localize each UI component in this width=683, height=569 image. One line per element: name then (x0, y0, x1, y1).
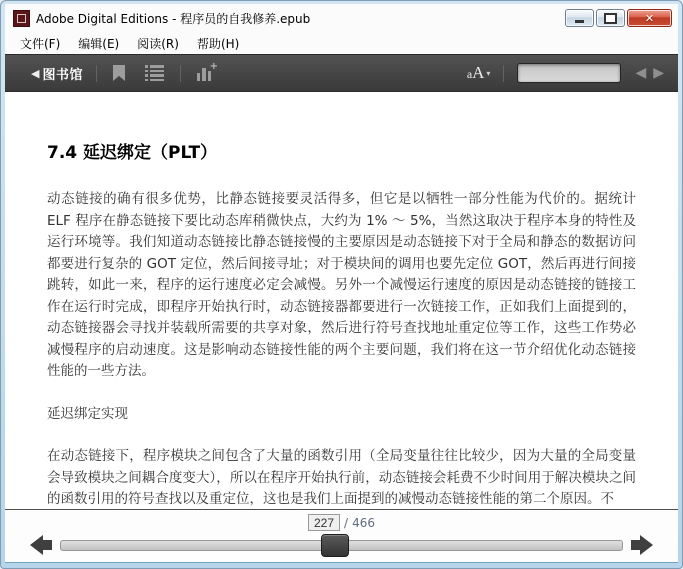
chart-plus-icon: + (197, 65, 217, 81)
reading-toolbar (5, 54, 678, 92)
page-separator: / (344, 515, 349, 530)
back-to-library-button[interactable] (31, 64, 83, 83)
previous-page-button[interactable]: ◀ (635, 65, 647, 81)
toolbar-separator (96, 65, 97, 82)
font-size-button[interactable] (467, 63, 491, 83)
title-bar (5, 4, 678, 32)
menu-edit[interactable]: 编辑(E) (78, 36, 120, 51)
back-arrow-icon: ◀ (31, 66, 40, 80)
close-button[interactable] (627, 9, 672, 27)
library-label: 图书馆 (42, 67, 83, 83)
window-controls (565, 9, 672, 27)
menu-bar (5, 32, 678, 54)
next-page-button[interactable]: ▶ (653, 65, 664, 81)
window-title: Adobe Digital Editions - 程序员的自我修养.epub (36, 11, 311, 26)
toolbar-separator (503, 65, 504, 82)
arrow-left-icon (30, 535, 43, 555)
book-page (5, 92, 678, 509)
maximize-button[interactable] (596, 9, 625, 27)
sub-heading: 延迟绑定实现 (47, 405, 128, 422)
page-indicator (5, 514, 678, 531)
section-heading: 7.4 延迟绑定（PLT） (47, 143, 218, 163)
maximize-icon (604, 13, 617, 24)
app-logo-icon (13, 10, 30, 27)
arrow-right-icon (640, 535, 653, 555)
font-size-small-a: a (466, 67, 473, 81)
paragraph: 动态链接的确有很多优势，比静态链接要灵活得多，但它是以牺牲一部分性能为代价的。据统计 ELF 程序在静态链接下要比动态库稍微快点，大约为 1% ～ 5%，当然这取决于程序本身的特性及运行环境等。我们知道动态链接比静态链接慢的主要原因是动态链接下对于全局和静态的数据访问都要进行复杂的 GOT 定位，然后间接寻址；对于模块间的调用也要先定位 GOT，然后再进行间接跳转，如此一来，程序的运行速度必定会减慢。另外一个减慢运行速度的原因是动态链接的链接工作在运行时完成，即程序开始执行时，动态链接器都要进行一次链接工作，正如我们上面提到的，动态链接器会寻找并装载所需要的共享对象，然后进行符号查找地址重定位等工作，这些工作势必减慢程序的启动速度。这是影响动态链接性能的两个主要问题，我们将在这一节介绍优化动态链接性能的一些方法。 (47, 191, 636, 379)
toolbar-right-group (467, 63, 668, 83)
paragraph: 在动态链接下，程序模块之间包含了大量的函数引用（全局变量往往比较少，因为大量的全局变量会导致模块之间耦合度变大），所以在程序开始执行前，动态链接会耗费不少时间用于解决模块之间的函数引用的符号查找以及重定位，这也是我们上面提到的减慢动态链接性能的第二个原因。不 (47, 448, 636, 507)
table-of-contents-button[interactable] (142, 62, 167, 84)
toolbar-separator (180, 65, 181, 82)
page-navigation-bar (5, 509, 678, 562)
minimize-button[interactable] (565, 9, 594, 27)
slider-next-button[interactable] (630, 535, 653, 555)
bookmark-icon (113, 65, 125, 81)
total-pages: 466 (352, 515, 375, 530)
window-body (5, 4, 678, 563)
toc-list-icon (145, 65, 164, 81)
menu-file[interactable]: 文件(F) (20, 36, 61, 51)
minimize-icon (575, 20, 584, 23)
slider-prev-button[interactable] (30, 535, 53, 555)
page-slider-track[interactable] (60, 540, 623, 551)
page-slider-thumb[interactable] (321, 534, 349, 557)
menu-help[interactable]: 帮助(H) (196, 36, 240, 51)
current-page-input[interactable] (308, 514, 340, 531)
font-size-big-a: A (472, 63, 485, 82)
menu-reading[interactable]: 阅读(R) (137, 36, 179, 51)
annotations-button[interactable] (194, 62, 220, 84)
bookmark-button[interactable] (110, 62, 128, 84)
page-slider-row (5, 533, 678, 557)
chevron-down-icon: ▾ (486, 68, 491, 78)
close-icon: ✕ (644, 11, 655, 25)
search-input[interactable] (517, 63, 621, 83)
